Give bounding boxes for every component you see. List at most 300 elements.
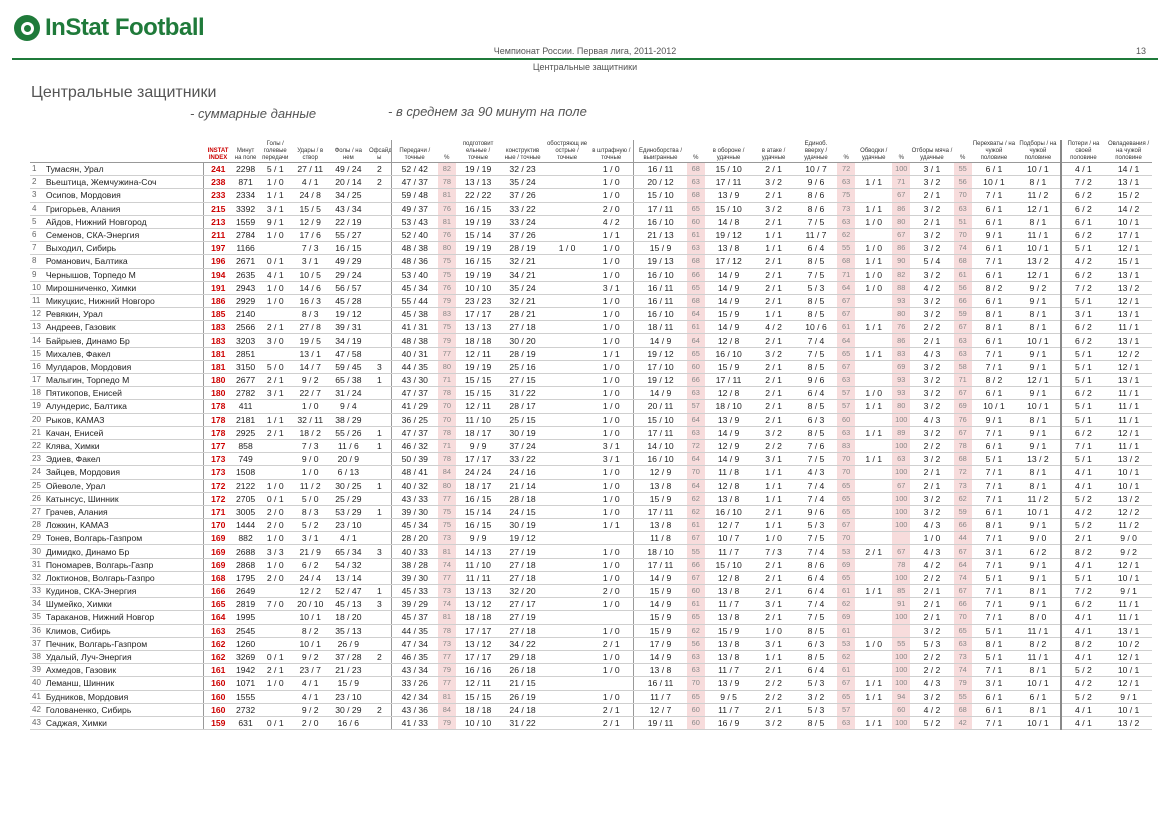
cell-poss: 13 / 2	[1105, 492, 1152, 505]
summary-section-label: - суммарные данные	[190, 106, 317, 121]
cell-min: 2677	[232, 374, 258, 387]
cell-fouls: 49 / 24	[329, 163, 368, 176]
cell-att: 2 / 1	[752, 360, 794, 373]
cell-shots: 9 / 2	[292, 374, 329, 387]
cell-name: Ревякин, Урал	[45, 308, 204, 321]
cell-min: 2298	[232, 163, 258, 176]
cell-shots: 1 / 0	[292, 466, 329, 479]
column-header-poss: Овладевания / на чужой половине	[1105, 140, 1152, 163]
cell-pick: 9 / 1	[1016, 571, 1060, 584]
cell-min: 1166	[232, 242, 258, 255]
cell-poss: 11 / 1	[1105, 439, 1152, 452]
cell-duels_p: 60	[687, 360, 705, 373]
cell-inter: 5 / 1	[972, 571, 1016, 584]
cell-duels: 16 / 10	[634, 268, 687, 281]
cell-pass_p: 74	[438, 558, 456, 571]
cell-tack_p: 66	[954, 519, 972, 532]
cell-def: 17 / 12	[705, 255, 753, 268]
cell-sharp	[545, 387, 589, 400]
cell-pass_p: 84	[438, 703, 456, 716]
cell-constr: 24 / 16	[500, 466, 544, 479]
cell-duels_p: 70	[687, 677, 705, 690]
cell-air_p: 57	[837, 703, 855, 716]
cell-pen: 3 / 1	[589, 281, 633, 294]
cell-att: 2 / 1	[752, 505, 794, 518]
cell-duels_p: 55	[687, 545, 705, 558]
cell-drib_p: 63	[892, 453, 910, 466]
cell-drib	[855, 308, 892, 321]
cell-drib	[855, 624, 892, 637]
cell-air: 6 / 3	[795, 413, 837, 426]
cell-name: Ложкин, КАМАЗ	[45, 519, 204, 532]
cell-pen: 1 / 0	[589, 242, 633, 255]
cell-constr: 32 / 21	[500, 294, 544, 307]
cell-pass: 48 / 36	[391, 255, 438, 268]
cell-sharp	[545, 650, 589, 663]
cell-air: 8 / 5	[795, 426, 837, 439]
cell-pass_p: 76	[438, 228, 456, 241]
cell-goals: 3 / 1	[259, 202, 292, 215]
cell-offs	[368, 268, 391, 281]
cell-duels: 18 / 11	[634, 321, 687, 334]
column-header-loss: Потери / на своей половине	[1061, 140, 1105, 163]
cell-pen: 1 / 0	[589, 413, 633, 426]
cell-att: 2 / 1	[752, 189, 794, 202]
cell-offs: 1	[368, 426, 391, 439]
cell-prep: 9 / 9	[456, 532, 500, 545]
cell-tack: 2 / 2	[910, 321, 953, 334]
cell-tack: 3 / 2	[910, 400, 953, 413]
cell-pass_p: 78	[438, 176, 456, 189]
cell-constr: 31 / 22	[500, 716, 544, 729]
cell-constr: 35 / 24	[500, 176, 544, 189]
cell-pass_p: 80	[438, 360, 456, 373]
cell-sharp	[545, 571, 589, 584]
cell-inter: 8 / 2	[972, 281, 1016, 294]
cell-name: Алундерис, Балтика	[45, 400, 204, 413]
cell-sharp	[545, 585, 589, 598]
column-header-prep: подготовит ельные / точные	[456, 140, 500, 163]
cell-name: Эдиев, Факел	[45, 453, 204, 466]
cell-name: Байрыев, Динамо Бр	[45, 334, 204, 347]
cell-duels: 17 / 9	[634, 637, 687, 650]
cell-pass_p: 73	[438, 532, 456, 545]
table-row	[30, 466, 1152, 479]
cell-pass: 47 / 37	[391, 426, 438, 439]
cell-pick: 8 / 1	[1016, 321, 1060, 334]
cell-duels_p: 56	[687, 637, 705, 650]
cell-idx: 169	[204, 532, 233, 545]
cell-duels: 19 / 13	[634, 255, 687, 268]
cell-shots: 12 / 2	[292, 585, 329, 598]
cell-inter: 5 / 1	[972, 453, 1016, 466]
cell-pass: 40 / 33	[391, 545, 438, 558]
cell-name: Локтионов, Волгарь-Газпро	[45, 571, 204, 584]
cell-num: 23	[30, 453, 45, 466]
cell-drib	[855, 664, 892, 677]
cell-drib_p: 93	[892, 387, 910, 400]
cell-drib_p: 100	[892, 466, 910, 479]
document-title: Чемпионат России. Первая лига, 2011-2012	[493, 46, 677, 56]
cell-duels_p: 63	[687, 387, 705, 400]
cell-poss: 17 / 1	[1105, 228, 1152, 241]
cell-duels: 15 / 9	[634, 492, 687, 505]
cell-pass_p: 77	[438, 347, 456, 360]
cell-min: 2181	[232, 413, 258, 426]
cell-tack_p: 63	[954, 347, 972, 360]
cell-goals	[259, 611, 292, 624]
cell-constr: 21 / 15	[500, 677, 544, 690]
cell-air: 8 / 6	[795, 558, 837, 571]
cell-poss: 12 / 1	[1105, 294, 1152, 307]
cell-drib	[855, 519, 892, 532]
cell-duels_p: 65	[687, 202, 705, 215]
cell-goals: 5 / 0	[259, 360, 292, 373]
cell-drib_p: 100	[892, 664, 910, 677]
cell-air_p: 63	[837, 374, 855, 387]
cell-drib	[855, 505, 892, 518]
cell-prep: 16 / 16	[456, 664, 500, 677]
cell-inter: 6 / 1	[972, 439, 1016, 452]
cell-air_p: 63	[837, 215, 855, 228]
cell-poss: 10 / 1	[1105, 215, 1152, 228]
cell-drib_p: 100	[892, 611, 910, 624]
cell-shots: 18 / 2	[292, 426, 329, 439]
cell-pass: 47 / 37	[391, 176, 438, 189]
cell-loss: 6 / 2	[1061, 598, 1105, 611]
cell-duels_p: 60	[687, 585, 705, 598]
cell-def: 13 / 9	[705, 189, 753, 202]
cell-tack: 3 / 2	[910, 387, 953, 400]
cell-inter: 8 / 1	[972, 637, 1016, 650]
cell-num: 24	[30, 466, 45, 479]
cell-duels_p: 68	[687, 189, 705, 202]
cell-pass: 48 / 38	[391, 334, 438, 347]
cell-fouls: 38 / 29	[329, 413, 368, 426]
cell-drib	[855, 611, 892, 624]
cell-prep: 16 / 15	[456, 519, 500, 532]
cell-tack_p: 55	[954, 690, 972, 703]
cell-loss: 4 / 1	[1061, 163, 1105, 176]
cell-constr: 31 / 22	[500, 387, 544, 400]
cell-constr: 28 / 19	[500, 347, 544, 360]
cell-tack: 5 / 3	[910, 637, 953, 650]
cell-idx: 177	[204, 439, 233, 452]
cell-pass: 40 / 32	[391, 479, 438, 492]
cell-def: 13 / 8	[705, 650, 753, 663]
cell-air: 8 / 5	[795, 650, 837, 663]
cell-inter: 6 / 1	[972, 163, 1016, 176]
cell-num: 42	[30, 703, 45, 716]
cell-constr: 28 / 17	[500, 400, 544, 413]
cell-loss: 7 / 2	[1061, 281, 1105, 294]
cell-air_p: 65	[837, 492, 855, 505]
cell-goals: 5 / 1	[259, 163, 292, 176]
cell-drib: 1 / 1	[855, 347, 892, 360]
cell-att: 1 / 1	[752, 650, 794, 663]
cell-att: 3 / 2	[752, 347, 794, 360]
cell-pick: 8 / 1	[1016, 664, 1060, 677]
cell-air_p: 64	[837, 334, 855, 347]
cell-pass_p: 79	[438, 716, 456, 729]
cell-air_p: 67	[837, 308, 855, 321]
cell-name: Романович, Балтика	[45, 255, 204, 268]
cell-tack_p: 65	[954, 624, 972, 637]
cell-num: 19	[30, 400, 45, 413]
cell-idx: 160	[204, 703, 233, 716]
cell-duels: 15 / 9	[634, 624, 687, 637]
cell-fouls: 30 / 25	[329, 479, 368, 492]
cell-constr: 28 / 21	[500, 308, 544, 321]
cell-def: 11 / 8	[705, 466, 753, 479]
cell-sharp	[545, 466, 589, 479]
cell-constr: 33 / 22	[500, 202, 544, 215]
cell-num: 16	[30, 360, 45, 373]
cell-constr: 37 / 26	[500, 189, 544, 202]
cell-air: 8 / 6	[795, 189, 837, 202]
cell-offs	[368, 215, 391, 228]
cell-min: 2851	[232, 347, 258, 360]
cell-drib_p	[892, 624, 910, 637]
table-row	[30, 308, 1152, 321]
cell-air: 5 / 3	[795, 281, 837, 294]
cell-air: 8 / 5	[795, 400, 837, 413]
cell-num: 7	[30, 242, 45, 255]
cell-def: 13 / 8	[705, 492, 753, 505]
cell-tack: 1 / 0	[910, 532, 953, 545]
cell-duels_p: 70	[687, 466, 705, 479]
cell-sharp	[545, 228, 589, 241]
cell-min: 1995	[232, 611, 258, 624]
column-header-inter: Перехваты / на чужой половине	[972, 141, 1016, 161]
cell-prep: 16 / 15	[456, 255, 500, 268]
cell-att: 2 / 1	[752, 664, 794, 677]
cell-fouls: 65 / 34	[329, 545, 368, 558]
cell-tack_p: 51	[954, 215, 972, 228]
cell-tack: 4 / 2	[910, 558, 953, 571]
cell-inter: 7 / 1	[972, 492, 1016, 505]
cell-shots: 22 / 7	[292, 387, 329, 400]
cell-constr: 32 / 23	[500, 163, 544, 176]
cell-pass_p: 70	[438, 413, 456, 426]
cell-air_p: 75	[837, 189, 855, 202]
cell-sharp	[545, 690, 589, 703]
cell-min: 2334	[232, 189, 258, 202]
cell-inter: 6 / 1	[972, 215, 1016, 228]
cell-air: 7 / 4	[795, 334, 837, 347]
cell-tack: 4 / 3	[910, 677, 953, 690]
cell-pick: 8 / 1	[1016, 215, 1060, 228]
cell-duels: 14 / 9	[634, 650, 687, 663]
cell-fouls: 23 / 10	[329, 690, 368, 703]
cell-min: 1942	[232, 664, 258, 677]
cell-att: 2 / 2	[752, 690, 794, 703]
cell-poss: 13 / 1	[1105, 308, 1152, 321]
cell-shots: 19 / 5	[292, 334, 329, 347]
cell-duels: 19 / 12	[634, 374, 687, 387]
cell-shots: 5 / 2	[292, 519, 329, 532]
cell-duels_p: 64	[687, 413, 705, 426]
cell-num: 3	[30, 189, 45, 202]
cell-duels: 16 / 11	[634, 677, 687, 690]
cell-offs	[368, 400, 391, 413]
column-header-pick: Подборы / на чужой половине	[1016, 140, 1060, 163]
cell-drib_p: 100	[892, 677, 910, 690]
cell-num: 2	[30, 176, 45, 189]
cell-idx: 213	[204, 215, 233, 228]
cell-tack: 3 / 2	[910, 294, 953, 307]
cell-goals: 1 / 0	[259, 294, 292, 307]
cell-duels_p: 63	[687, 242, 705, 255]
table-row	[30, 558, 1152, 571]
cell-idx: 194	[204, 268, 233, 281]
cell-constr: 37 / 24	[500, 439, 544, 452]
cell-pick: 8 / 2	[1016, 637, 1060, 650]
cell-idx: 173	[204, 466, 233, 479]
cell-shots: 16 / 3	[292, 294, 329, 307]
cell-def: 14 / 9	[705, 294, 753, 307]
cell-pick: 6 / 1	[1016, 690, 1060, 703]
cell-sharp	[545, 598, 589, 611]
cell-tack_p: 42	[954, 716, 972, 729]
cell-drib_p: 100	[892, 492, 910, 505]
table-header	[30, 140, 1152, 163]
cell-air: 5 / 3	[795, 703, 837, 716]
cell-poss: 11 / 1	[1105, 611, 1152, 624]
table-row	[30, 189, 1152, 202]
cell-loss: 4 / 1	[1061, 558, 1105, 571]
cell-prep: 13 / 12	[456, 637, 500, 650]
cell-constr: 26 / 18	[500, 664, 544, 677]
cell-name: Тонев, Волгарь-Газпром	[45, 532, 204, 545]
cell-constr: 26 / 19	[500, 690, 544, 703]
cell-tack_p: 67	[954, 545, 972, 558]
cell-air_p: 63	[837, 716, 855, 729]
document-subtitle: Центральные защитники	[532, 62, 638, 72]
cell-pass_p: 83	[438, 308, 456, 321]
cell-goals	[259, 347, 292, 360]
cell-shots: 27 / 11	[292, 163, 329, 176]
cell-pick: 13 / 2	[1016, 453, 1060, 466]
cell-fouls: 56 / 57	[329, 281, 368, 294]
cell-att: 1 / 0	[752, 532, 794, 545]
cell-inter: 6 / 1	[972, 690, 1016, 703]
cell-pen: 1 / 0	[589, 505, 633, 518]
cell-drib: 1 / 1	[855, 400, 892, 413]
cell-duels: 16 / 11	[634, 281, 687, 294]
cell-idx: 178	[204, 426, 233, 439]
cell-air_p: 83	[837, 439, 855, 452]
cell-fouls: 59 / 45	[329, 360, 368, 373]
cell-air_p: 69	[837, 558, 855, 571]
cell-pen	[589, 532, 633, 545]
cell-tack: 5 / 2	[910, 716, 953, 729]
cell-air_p: 72	[837, 163, 855, 176]
cell-fouls: 45 / 13	[329, 598, 368, 611]
cell-constr: 25 / 16	[500, 360, 544, 373]
cell-pick: 11 / 2	[1016, 492, 1060, 505]
cell-inter: 8 / 1	[972, 519, 1016, 532]
cell-pick: 8 / 0	[1016, 611, 1060, 624]
cell-air: 9 / 6	[795, 505, 837, 518]
cell-inter: 10 / 1	[972, 176, 1016, 189]
table-row	[30, 360, 1152, 373]
cell-shots: 12 / 9	[292, 215, 329, 228]
cell-loss: 6 / 2	[1061, 426, 1105, 439]
cell-duels_p: 60	[687, 703, 705, 716]
cell-tack_p: 66	[954, 598, 972, 611]
table-row	[30, 585, 1152, 598]
cell-drib	[855, 571, 892, 584]
cell-pen: 1 / 1	[589, 347, 633, 360]
cell-def: 17 / 11	[705, 374, 753, 387]
cell-constr: 27 / 15	[500, 374, 544, 387]
cell-att: 1 / 0	[752, 624, 794, 637]
cell-air_p: 65	[837, 479, 855, 492]
cell-idx: 215	[204, 202, 233, 215]
cell-drib_p: 71	[892, 176, 910, 189]
cell-sharp	[545, 519, 589, 532]
cell-duels: 17 / 10	[634, 360, 687, 373]
column-header-def: в обороне / удачные	[705, 140, 753, 163]
cell-name: Мулдаров, Мордовия	[45, 360, 204, 373]
cell-pick: 9 / 1	[1016, 439, 1060, 452]
cell-prep: 11 / 10	[456, 558, 500, 571]
cell-air: 8 / 5	[795, 308, 837, 321]
cell-idx: 164	[204, 611, 233, 624]
cell-pass: 45 / 34	[391, 281, 438, 294]
cell-idx: 211	[204, 228, 233, 241]
cell-pen: 1 / 0	[589, 294, 633, 307]
cell-air: 3 / 2	[795, 690, 837, 703]
cell-poss: 13 / 1	[1105, 374, 1152, 387]
cell-tack_p: 44	[954, 532, 972, 545]
cell-air: 7 / 4	[795, 598, 837, 611]
stats-table	[30, 140, 1152, 730]
table-row	[30, 294, 1152, 307]
cell-drib: 2 / 1	[855, 545, 892, 558]
cell-name: Ойеволе, Урал	[45, 479, 204, 492]
cell-pass: 39 / 30	[391, 571, 438, 584]
cell-goals: 1 / 0	[259, 532, 292, 545]
cell-tack_p: 67	[954, 426, 972, 439]
cell-name: Осипов, Мордовия	[45, 189, 204, 202]
cell-idx: 163	[204, 624, 233, 637]
cell-goals: 1 / 0	[259, 281, 292, 294]
cell-tack: 2 / 1	[910, 334, 953, 347]
cell-shots: 24 / 8	[292, 189, 329, 202]
cell-att: 7 / 3	[752, 545, 794, 558]
cell-poss: 12 / 1	[1105, 677, 1152, 690]
cell-pass_p: 74	[438, 598, 456, 611]
cell-drib_p: 80	[892, 215, 910, 228]
cell-def: 14 / 9	[705, 281, 753, 294]
cell-offs	[368, 294, 391, 307]
cell-pass: 28 / 20	[391, 532, 438, 545]
cell-att: 3 / 1	[752, 637, 794, 650]
table-row	[30, 703, 1152, 716]
cell-att: 2 / 1	[752, 255, 794, 268]
cell-constr: 27 / 18	[500, 571, 544, 584]
cell-loss: 5 / 2	[1061, 690, 1105, 703]
cell-def: 13 / 8	[705, 637, 753, 650]
cell-fouls: 37 / 28	[329, 650, 368, 663]
cell-pass: 55 / 44	[391, 294, 438, 307]
cell-min: 2819	[232, 598, 258, 611]
cell-min: 631	[232, 716, 258, 729]
cell-offs	[368, 347, 391, 360]
cell-idx: 196	[204, 255, 233, 268]
